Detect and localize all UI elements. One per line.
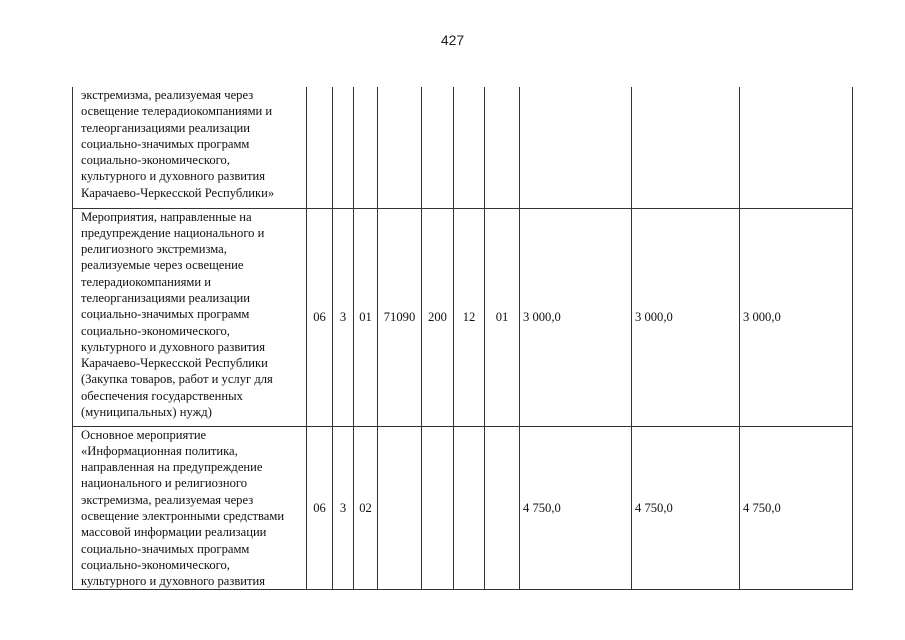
amount-year-3: 4 750,0 <box>740 426 853 590</box>
code-main-activity: 02 <box>354 426 378 590</box>
code-expense-type: 200 <box>422 208 454 426</box>
code-main-activity <box>354 87 378 208</box>
code-program: 06 <box>307 208 333 426</box>
code-program <box>307 87 333 208</box>
code-program: 06 <box>307 426 333 590</box>
code-section: 12 <box>454 208 485 426</box>
budget-table <box>72 87 853 590</box>
page-number: 427 <box>440 32 465 48</box>
code-subprogram: 3 <box>333 208 354 426</box>
code-direction: 71090 <box>378 208 422 426</box>
code-main-activity: 01 <box>354 208 378 426</box>
table-row <box>73 87 853 208</box>
code-direction <box>378 87 422 208</box>
amount-year-3 <box>740 87 853 208</box>
amount-year-2: 4 750,0 <box>632 426 740 590</box>
code-direction <box>378 426 422 590</box>
amount-year-1 <box>520 87 632 208</box>
code-subsection: 01 <box>485 208 520 426</box>
amount-year-1: 4 750,0 <box>520 426 632 590</box>
table-row <box>73 426 853 590</box>
amount-year-3: 3 000,0 <box>740 208 853 426</box>
code-expense-type <box>422 426 454 590</box>
amount-year-2: 3 000,0 <box>632 208 740 426</box>
code-expense-type <box>422 87 454 208</box>
code-section <box>454 87 485 208</box>
row-description: экстремизма, реализуемая через освещение телерадиокомпаниями и телеорганизациями реализации социально-значимых программ социально-экономического, культурного и духовного развития Карачаево-Черкесской Республики» <box>73 87 307 208</box>
code-subsection <box>485 426 520 590</box>
code-subprogram <box>333 87 354 208</box>
table-row <box>73 208 853 426</box>
row-description: Основное мероприятие «Информационная политика, направленная на предупреждение национального и религиозного экстремизма, реализуемая через освещение электронными средствами массовой информации реализации социально-значимых программ социально-экономического, культурного и духовного развития <box>73 426 307 590</box>
row-description: Мероприятия, направленные на предупреждение национального и религиозного экстремизма, реализуемые через освещение телерадиокомпаниями и телеорганизациями реализации социально-значимых программ социально-экономического, культурного и духовного развития Карачаево-Черкесской Республики (Закупка товаров, работ и услуг для обеспечения государственных (муниципальных) нужд) <box>73 208 307 426</box>
code-section <box>454 426 485 590</box>
amount-year-2 <box>632 87 740 208</box>
code-subsection <box>485 87 520 208</box>
amount-year-1: 3 000,0 <box>520 208 632 426</box>
code-subprogram: 3 <box>333 426 354 590</box>
